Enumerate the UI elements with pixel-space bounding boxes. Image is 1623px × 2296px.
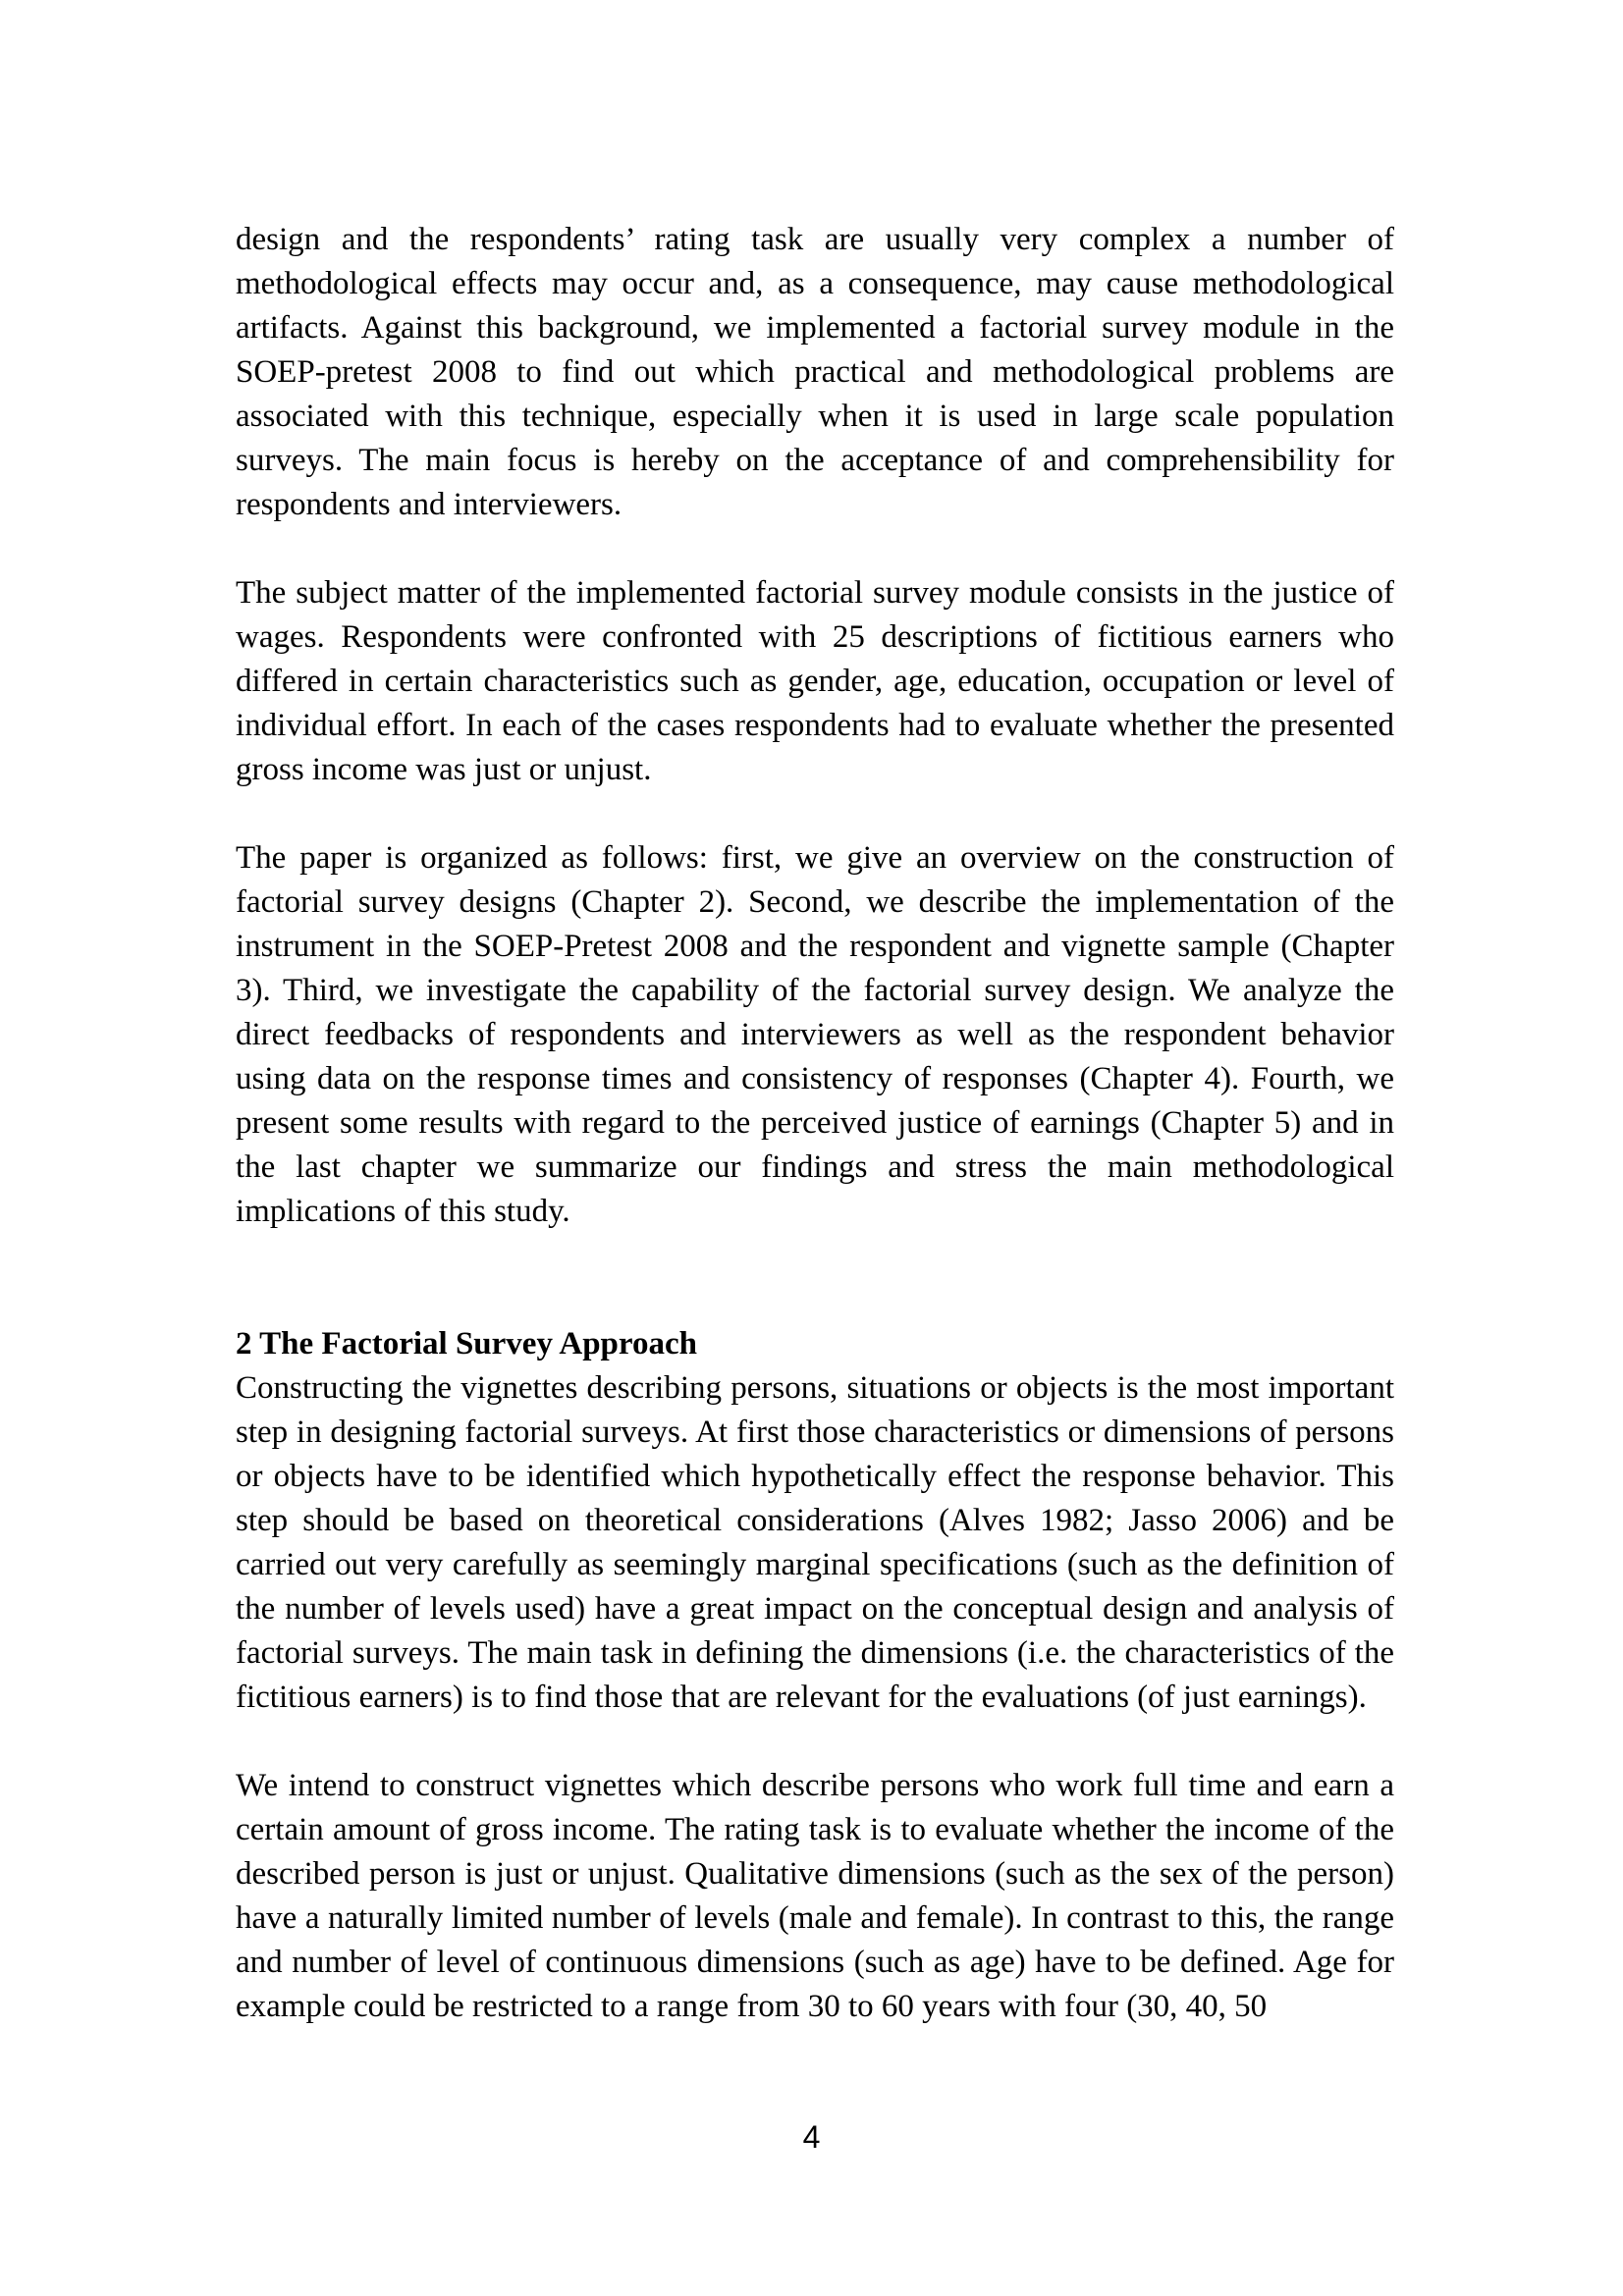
- paragraph-subject-matter: The subject matter of the implemented factorial survey module consists in the justice of wages. Respondents were confronted with 25 descriptions of fictitious earners who differed in certain characteristics such as gender, age, education, occupation or level of individual effort. In each of the cases respondents had to evaluate whether the presented gross income was just or unjust.: [236, 575, 1394, 787]
- paragraph-paper-organization: The paper is organized as follows: first, we give an overview on the construction of factorial survey designs (Chapter 2). Second, we describe the implementation of the instrument in the SOEP-Pretest 2008 and the respondent and vignette sample (Chapter 3). Third, we investigate the capability of the factorial survey design. We analyze the direct feedbacks of respondents and interviewers as well as the respondent behavior using data on the response times and consistency of responses (Chapter 4). Fourth, we present some results with regard to the perceived justice of earnings (Chapter 5) and in the last chapter we summarize our findings and stress the main methodological implications of this study.: [236, 840, 1394, 1229]
- text-block: [236, 218, 1394, 2029]
- paragraph-intro-methodology: design and the respondents’ rating task are usually very complex a number of methodological effects may occur and, as a consequence, may cause methodological artifacts. Against this background, we implemented a factorial survey module in the SOEP-pretest 2008 to find out which practical and methodological problems are associated with this technique, especially when it is used in large scale population surveys. The main focus is hereby on the acceptance of and comprehensibility for respondents and interviewers.: [236, 222, 1394, 522]
- paragraph-vignette-dimensions: We intend to construct vignettes which describe persons who work full time and earn a certain amount of gross income. The rating task is to evaluate whether the income of the described person is just or unjust. Qualitative dimensions (such as the sex of the person) have a naturally limited number of levels (male and female). In contrast to this, the range and number of level of continuous dimensions (such as age) have to be defined. Age for example could be restricted to a range from 30 to 60 years with four (30, 40, 50: [236, 1768, 1394, 2024]
- section-heading: 2 The Factorial Survey Approach: [236, 1326, 697, 1362]
- paragraph-constructing-vignettes: Constructing the vignettes describing persons, situations or objects is the most important step in designing factorial surveys. At first those characteristics or dimensions of persons or objects have to be identified which hypothetically effect the response behavior. This step should be based on theoretical considerations (Alves 1982; Jasso 2006) and be carried out very carefully as seemingly marginal specifications (such as the definition of the number of levels used) have a great impact on the conceptual design and analysis of factorial surveys. The main task in defining the dimensions (i.e. the characteristics of the fictitious earners) is to find those that are relevant for the evaluations (of just earnings).: [236, 1370, 1394, 1715]
- page-number: 4: [802, 2119, 821, 2155]
